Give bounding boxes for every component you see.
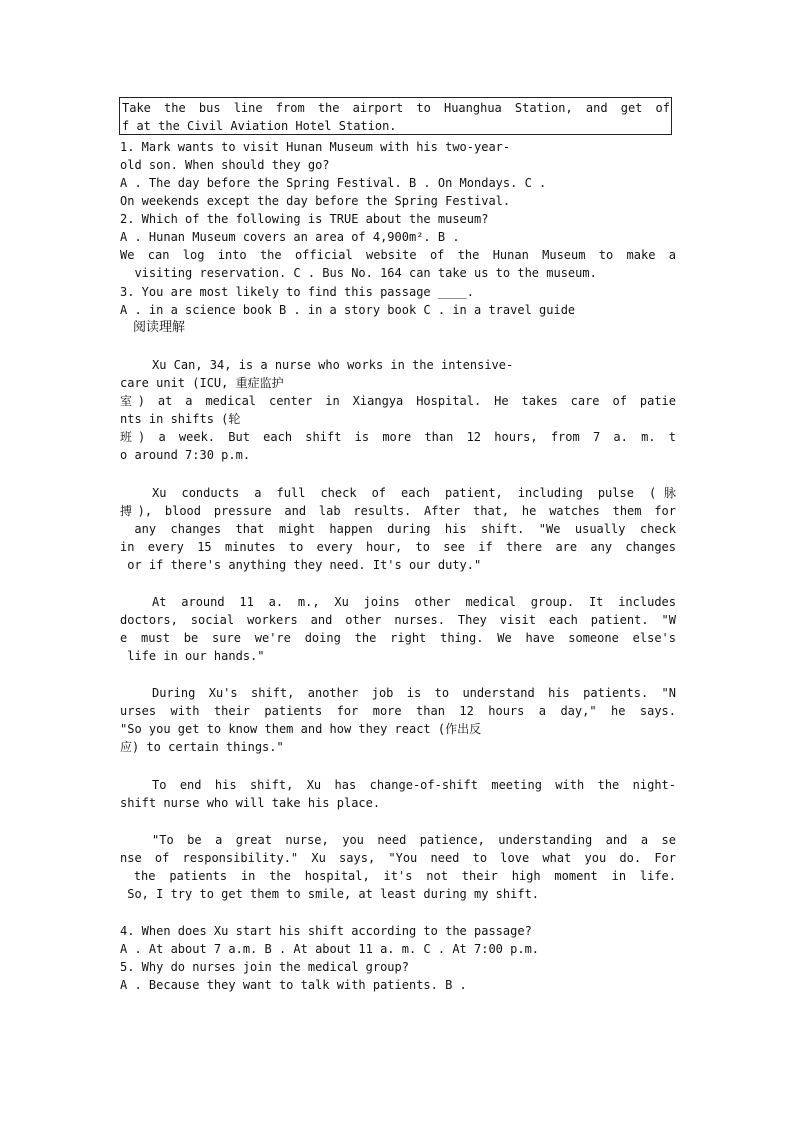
directions-box xyxy=(119,97,672,135)
passage-line: "So you get to know them and how they react (作出反 xyxy=(120,722,482,736)
question-4-stem: 4. When does Xu start his shift according to the passage? xyxy=(120,924,532,938)
question-1-stem: 1. Mark wants to visit Hunan Museum with his two-year- xyxy=(120,140,511,154)
passage-line: nse of responsibility." Xu says, "You need to love what you do. For xyxy=(120,851,676,865)
passage-line: urses with their patients for more than 12 hours a day," he says. xyxy=(120,704,676,718)
question-2-stem: 2. Which of the following is TRUE about the museum? xyxy=(120,212,489,226)
question-1-options: On weekends except the day before the Spring Festival. xyxy=(120,194,511,208)
passage-line: To end his shift, Xu has change-of-shift meeting with the night- xyxy=(152,778,676,792)
question-5-options: A . Because they want to talk with patients. B . xyxy=(120,978,467,992)
passage-line: "To be a great nurse, you need patience, understanding and a se xyxy=(152,833,676,847)
passage-line: shift nurse who will take his place. xyxy=(120,796,381,810)
directions-line: f at the Civil Aviation Hotel Station. xyxy=(122,119,397,133)
passage-line: Xu Can, 34, is a nurse who works in the intensive- xyxy=(152,358,514,372)
directions-line: Take the bus line from the airport to Huanghua Station, and get of xyxy=(122,101,670,115)
question-3-options: A . in a science book B . in a story book C . in a travel guide xyxy=(120,303,576,317)
question-2-options: visiting reservation. C . Bus No. 164 can take us to the museum. xyxy=(120,266,597,280)
passage-line: 应) to certain things." xyxy=(120,740,284,754)
question-1-options: A . The day before the Spring Festival. B . On Mondays. C . xyxy=(120,176,547,190)
passage-line: o around 7:30 p.m. xyxy=(120,448,251,462)
passage-line: doctors, social workers and other nurses. They visit each patient. "W xyxy=(120,613,676,627)
passage-line: Xu conducts a full check of each patient, including pulse (脉 xyxy=(152,486,676,500)
question-2-options: A . Hunan Museum covers an area of 4,900m². B . xyxy=(120,230,460,244)
passage-line: At around 11 a. m., Xu joins other medical group. It includes xyxy=(152,595,676,609)
passage-line: 搏), blood pressure and lab results. After that, he watches them for xyxy=(120,504,676,518)
passage-line: the patients in the hospital, it's not their high moment in life. xyxy=(120,869,676,883)
passage-line: During Xu's shift, another job is to understand his patients. "N xyxy=(152,686,676,700)
question-2-options: We can log into the official website of the Hunan Museum to make a xyxy=(120,248,676,262)
passage-line: any changes that might happen during his shift. "We usually check xyxy=(120,522,676,536)
passage-line: care unit (ICU, 重症监护 xyxy=(120,376,284,390)
passage-line: or if there's anything they need. It's our duty." xyxy=(120,558,482,572)
question-3-stem: 3. You are most likely to find this passage ____. xyxy=(120,285,475,299)
passage-line: life in our hands." xyxy=(120,649,265,663)
passage-line: 室) at a medical center in Xiangya Hospital. He takes care of patie xyxy=(120,394,676,408)
passage-line: 班) a week. But each shift is more than 12 hours, from 7 a. m. t xyxy=(120,430,676,444)
section-heading: 阅读理解 xyxy=(133,320,186,335)
passage-line: e must be sure we're doing the right thing. We have someone else's xyxy=(120,631,676,645)
passage-line: in every 15 minutes to every hour, to see if there are any changes xyxy=(120,540,676,554)
question-1-stem: old son. When should they go? xyxy=(120,158,330,172)
passage-line: So, I try to get them to smile, at least during my shift. xyxy=(120,887,540,901)
question-4-options: A . At about 7 a.m. B . At about 11 a. m. C . At 7:00 p.m. xyxy=(120,942,540,956)
passage-line: nts in shifts (轮 xyxy=(120,412,241,426)
question-5-stem: 5. Why do nurses join the medical group? xyxy=(120,960,409,974)
